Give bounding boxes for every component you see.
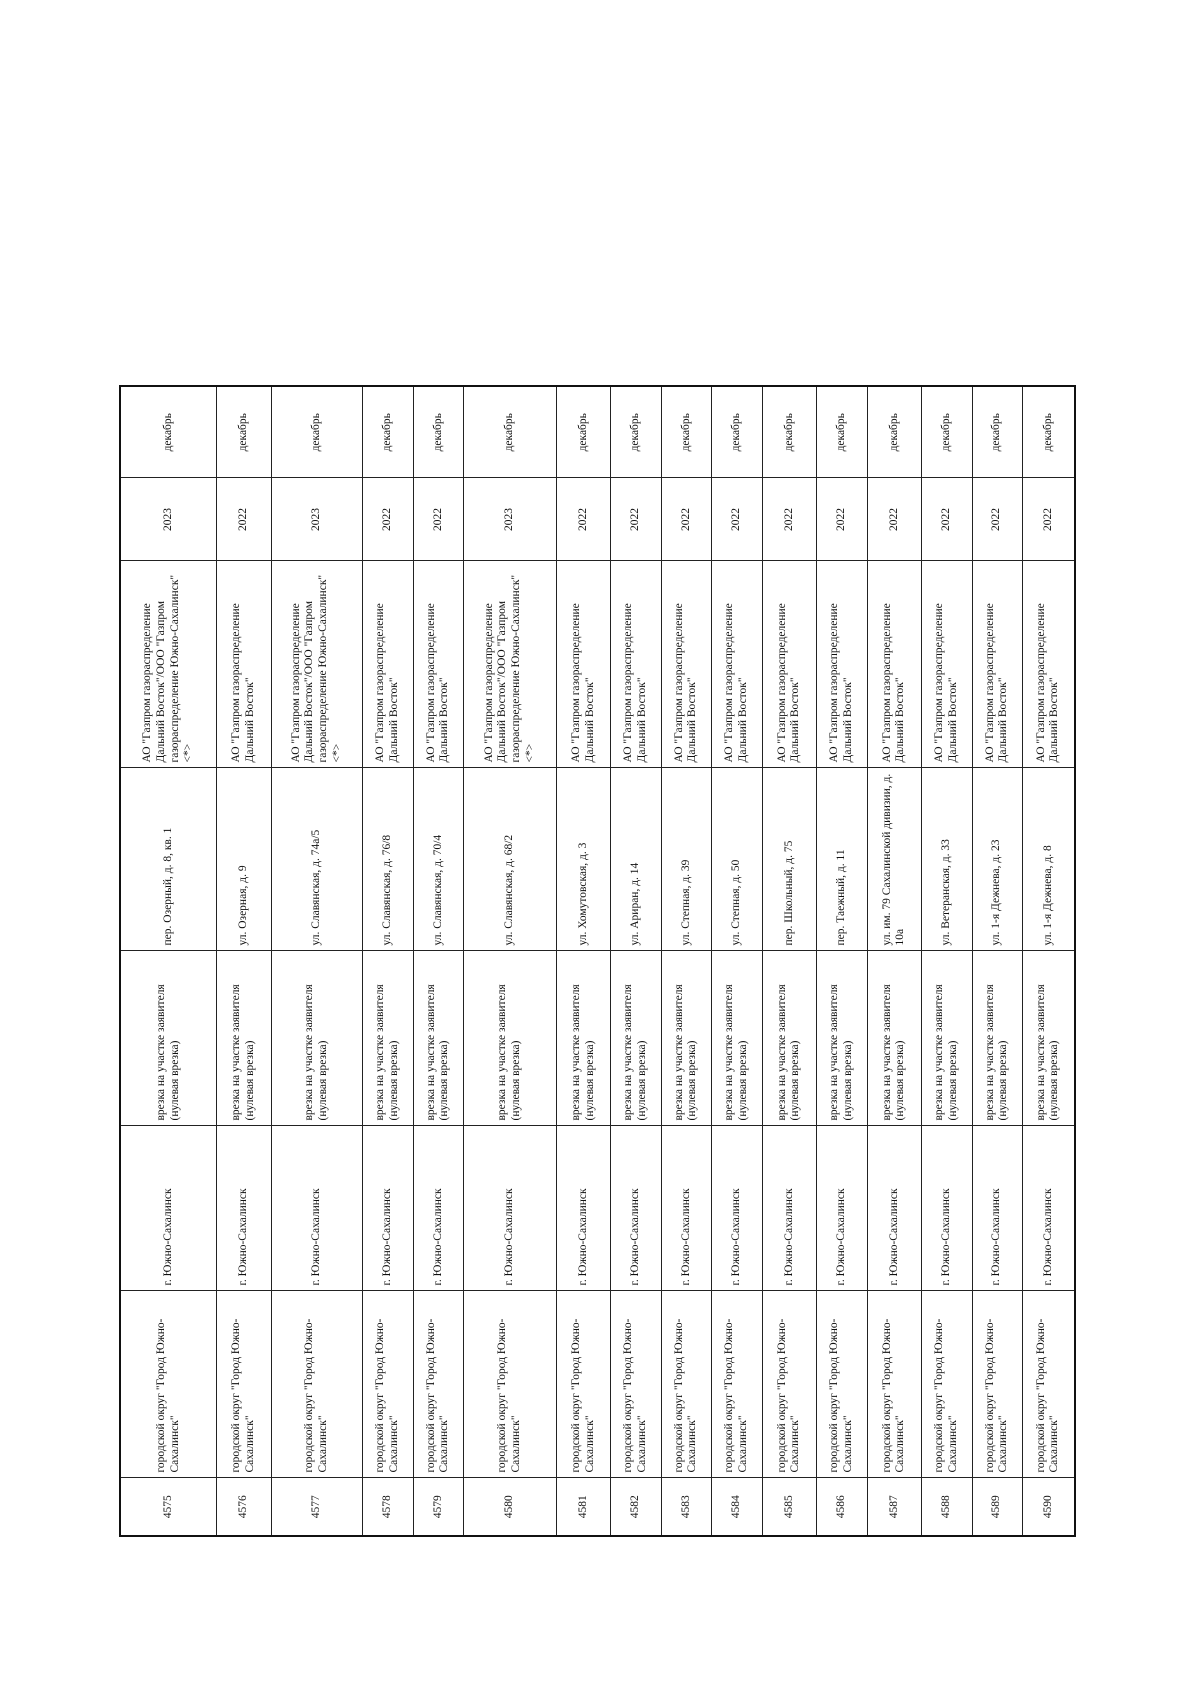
organization-cell: АО "Газпром газораспределение Дальний Восток" <box>661 561 711 768</box>
month-cell: декабрь <box>712 386 762 478</box>
connection-type-cell: врезка на участке заявителя (нулевая врезка) <box>271 951 363 1126</box>
organization-cell: АО "Газпром газораспределение Дальний Восток"/ООО "Газпром газораспределение Южно-Сахалинск" <*> <box>464 561 557 768</box>
year-cell: 2023 <box>464 478 557 561</box>
year-cell: 2022 <box>556 478 611 561</box>
district-cell: городской округ "Город Южно-Сахалинск" <box>661 1291 711 1478</box>
city-cell: г. Южно-Сахалинск <box>217 1126 272 1291</box>
connection-type-cell: врезка на участке заявителя (нулевая врезка) <box>413 951 463 1126</box>
city-cell: г. Южно-Сахалинск <box>817 1126 867 1291</box>
organization-cell: АО "Газпром газораспределение Дальний Восток" <box>217 561 272 768</box>
row-number: 4586 <box>817 1478 867 1536</box>
month-cell: декабрь <box>1022 386 1075 478</box>
connection-type-cell: врезка на участке заявителя (нулевая врезка) <box>762 951 817 1126</box>
year-cell: 2023 <box>271 478 363 561</box>
connection-type-cell: врезка на участке заявителя (нулевая врезка) <box>922 951 972 1126</box>
address-cell: ул. Славянская, д. 68/2 <box>464 768 557 951</box>
address-cell: пер. Таежный, д. 11 <box>817 768 867 951</box>
connection-type-cell: врезка на участке заявителя (нулевая врезка) <box>363 951 413 1126</box>
organization-cell: АО "Газпром газораспределение Дальний Восток" <box>817 561 867 768</box>
organization-cell: АО "Газпром газораспределение Дальний Восток" <box>712 561 762 768</box>
year-cell: 2022 <box>661 478 711 561</box>
row-number: 4588 <box>922 1478 972 1536</box>
address-cell: ул. Славянская, д. 76/8 <box>363 768 413 951</box>
table-body <box>120 386 1075 1536</box>
connection-type-cell: врезка на участке заявителя (нулевая врезка) <box>867 951 922 1126</box>
city-cell: г. Южно-Сахалинск <box>762 1126 817 1291</box>
row-number: 4576 <box>217 1478 272 1536</box>
month-cell: декабрь <box>413 386 463 478</box>
city-cell: г. Южно-Сахалинск <box>464 1126 557 1291</box>
month-cell: декабрь <box>556 386 611 478</box>
year-cell: 2022 <box>867 478 922 561</box>
month-cell: декабрь <box>363 386 413 478</box>
district-cell: городской округ "Город Южно-Сахалинск" <box>556 1291 611 1478</box>
district-cell: городской округ "Город Южно-Сахалинск" <box>363 1291 413 1478</box>
month-cell: декабрь <box>972 386 1022 478</box>
address-cell: ул. Славянская, д. 70/4 <box>413 768 463 951</box>
connection-type-cell: врезка на участке заявителя (нулевая врезка) <box>556 951 611 1126</box>
address-cell: ул. 1-я Дежнева, д. 8 <box>1022 768 1075 951</box>
district-cell: городской округ "Город Южно-Сахалинск" <box>1022 1291 1075 1478</box>
district-cell: городской округ "Город Южно-Сахалинск" <box>217 1291 272 1478</box>
district-cell: городской округ "Город Южно-Сахалинск" <box>712 1291 762 1478</box>
connection-type-cell: врезка на участке заявителя (нулевая врезка) <box>464 951 557 1126</box>
address-cell: ул. Ариран, д. 14 <box>611 768 661 951</box>
year-cell: 2022 <box>712 478 762 561</box>
district-cell: городской округ "Город Южно-Сахалинск" <box>413 1291 463 1478</box>
connection-type-cell: врезка на участке заявителя (нулевая врезка) <box>661 951 711 1126</box>
rotated-table-container <box>119 387 1076 1537</box>
address-cell: ул. Славянская, д. 74а/5 <box>271 768 363 951</box>
district-cell: городской округ "Город Южно-Сахалинск" <box>611 1291 661 1478</box>
year-cell: 2022 <box>922 478 972 561</box>
organization-cell: АО "Газпром газораспределение Дальний Восток" <box>972 561 1022 768</box>
table-row <box>661 386 711 1536</box>
table-row <box>922 386 972 1536</box>
row-number: 4590 <box>1022 1478 1075 1536</box>
table-row <box>464 386 557 1536</box>
district-cell: городской округ "Город Южно-Сахалинск" <box>464 1291 557 1478</box>
table-row <box>762 386 817 1536</box>
row-number: 4580 <box>464 1478 557 1536</box>
year-cell: 2022 <box>413 478 463 561</box>
month-cell: декабрь <box>217 386 272 478</box>
city-cell: г. Южно-Сахалинск <box>1022 1126 1075 1291</box>
row-number: 4575 <box>120 1478 217 1536</box>
city-cell: г. Южно-Сахалинск <box>867 1126 922 1291</box>
district-cell: городской округ "Город Южно-Сахалинск" <box>867 1291 922 1478</box>
city-cell: г. Южно-Сахалинск <box>413 1126 463 1291</box>
month-cell: декабрь <box>867 386 922 478</box>
table-row <box>867 386 922 1536</box>
row-number: 4589 <box>972 1478 1022 1536</box>
connection-type-cell: врезка на участке заявителя (нулевая врезка) <box>611 951 661 1126</box>
address-cell: ул. 1-я Дежнева, д. 23 <box>972 768 1022 951</box>
table-row <box>972 386 1022 1536</box>
connection-type-cell: врезка на участке заявителя (нулевая врезка) <box>712 951 762 1126</box>
row-number: 4584 <box>712 1478 762 1536</box>
address-cell: пер. Озерный, д. 8, кв. 1 <box>120 768 217 951</box>
address-cell: ул. Степная, д. 50 <box>712 768 762 951</box>
city-cell: г. Южно-Сахалинск <box>922 1126 972 1291</box>
address-cell: ул. Хомутовская, д. 3 <box>556 768 611 951</box>
year-cell: 2022 <box>762 478 817 561</box>
connection-type-cell: врезка на участке заявителя (нулевая врезка) <box>217 951 272 1126</box>
table-row <box>120 386 217 1536</box>
district-cell: городской округ "Город Южно-Сахалинск" <box>922 1291 972 1478</box>
organization-cell: АО "Газпром газораспределение Дальний Восток" <box>611 561 661 768</box>
organization-cell: АО "Газпром газораспределение Дальний Восток" <box>413 561 463 768</box>
year-cell: 2023 <box>120 478 217 561</box>
row-number: 4582 <box>611 1478 661 1536</box>
row-number: 4583 <box>661 1478 711 1536</box>
year-cell: 2022 <box>363 478 413 561</box>
district-cell: городской округ "Город Южно-Сахалинск" <box>762 1291 817 1478</box>
address-cell: ул. Степная, д. 39 <box>661 768 711 951</box>
month-cell: декабрь <box>611 386 661 478</box>
row-number: 4579 <box>413 1478 463 1536</box>
city-cell: г. Южно-Сахалинск <box>363 1126 413 1291</box>
month-cell: декабрь <box>464 386 557 478</box>
city-cell: г. Южно-Сахалинск <box>712 1126 762 1291</box>
city-cell: г. Южно-Сахалинск <box>661 1126 711 1291</box>
row-number: 4577 <box>271 1478 363 1536</box>
organization-cell: АО "Газпром газораспределение Дальний Восток" <box>556 561 611 768</box>
year-cell: 2022 <box>611 478 661 561</box>
table-row <box>556 386 611 1536</box>
row-number: 4581 <box>556 1478 611 1536</box>
district-cell: городской округ "Город Южно-Сахалинск" <box>120 1291 217 1478</box>
address-cell: ул. Озерная, д. 9 <box>217 768 272 951</box>
organization-cell: АО "Газпром газораспределение Дальний Восток" <box>363 561 413 768</box>
table-row <box>413 386 463 1536</box>
organization-cell: АО "Газпром газораспределение Дальний Восток" <box>867 561 922 768</box>
organization-cell: АО "Газпром газораспределение Дальний Восток" <box>1022 561 1075 768</box>
month-cell: декабрь <box>120 386 217 478</box>
row-number: 4578 <box>363 1478 413 1536</box>
month-cell: декабрь <box>661 386 711 478</box>
district-cell: городской округ "Город Южно-Сахалинск" <box>972 1291 1022 1478</box>
city-cell: г. Южно-Сахалинск <box>120 1126 217 1291</box>
month-cell: декабрь <box>922 386 972 478</box>
month-cell: декабрь <box>762 386 817 478</box>
city-cell: г. Южно-Сахалинск <box>556 1126 611 1291</box>
year-cell: 2022 <box>817 478 867 561</box>
table-row <box>217 386 272 1536</box>
table-row <box>817 386 867 1536</box>
row-number: 4585 <box>762 1478 817 1536</box>
table-row <box>611 386 661 1536</box>
table-row <box>712 386 762 1536</box>
row-number: 4587 <box>867 1478 922 1536</box>
connection-type-cell: врезка на участке заявителя (нулевая врезка) <box>972 951 1022 1126</box>
year-cell: 2022 <box>972 478 1022 561</box>
table-row <box>363 386 413 1536</box>
month-cell: декабрь <box>817 386 867 478</box>
connection-type-cell: врезка на участке заявителя (нулевая врезка) <box>817 951 867 1126</box>
district-cell: городской округ "Город Южно-Сахалинск" <box>271 1291 363 1478</box>
gasification-schedule-table <box>119 385 1076 1537</box>
year-cell: 2022 <box>1022 478 1075 561</box>
table-row <box>271 386 363 1536</box>
year-cell: 2022 <box>217 478 272 561</box>
table-row <box>1022 386 1075 1536</box>
address-cell: пер. Школьный, д. 75 <box>762 768 817 951</box>
organization-cell: АО "Газпром газораспределение Дальний Восток"/ООО "Газпром газораспределение Южно-Сахалинск" <*> <box>271 561 363 768</box>
city-cell: г. Южно-Сахалинск <box>271 1126 363 1291</box>
connection-type-cell: врезка на участке заявителя (нулевая врезка) <box>1022 951 1075 1126</box>
city-cell: г. Южно-Сахалинск <box>611 1126 661 1291</box>
organization-cell: АО "Газпром газораспределение Дальний Восток" <box>762 561 817 768</box>
district-cell: городской округ "Город Южно-Сахалинск" <box>817 1291 867 1478</box>
connection-type-cell: врезка на участке заявителя (нулевая врезка) <box>120 951 217 1126</box>
address-cell: ул. Ветеранская, д. 33 <box>922 768 972 951</box>
address-cell: ул. им. 79 Сахалинской дивизии, д. 10а <box>867 768 922 951</box>
month-cell: декабрь <box>271 386 363 478</box>
city-cell: г. Южно-Сахалинск <box>972 1126 1022 1291</box>
organization-cell: АО "Газпром газораспределение Дальний Восток" <box>922 561 972 768</box>
organization-cell: АО "Газпром газораспределение Дальний Восток"/ООО "Газпром газораспределение Южно-Сахалинск" <*> <box>120 561 217 768</box>
